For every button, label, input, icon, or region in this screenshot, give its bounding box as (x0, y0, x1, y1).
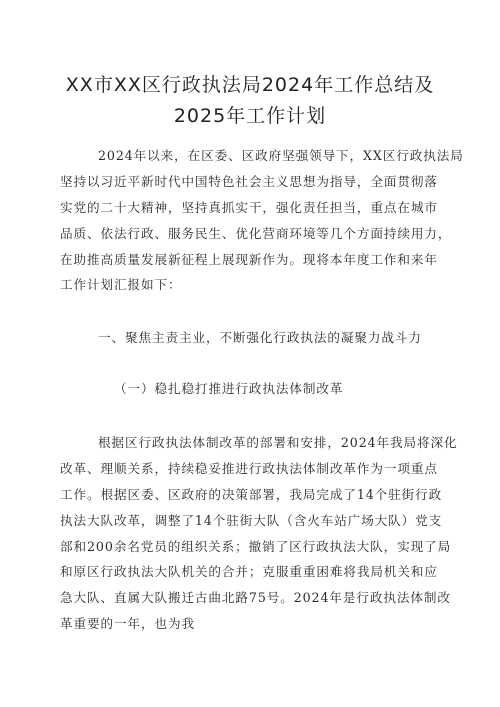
body-paragraph (60, 430, 458, 637)
body-line: 革重要的一年，也为我 (60, 616, 195, 632)
document-title-line-1: XX市XX区行政执法局2024年工作总结及 (65, 74, 435, 96)
body-line: 和原区行政执法大队机关的合并；克服重重困难将我局机关和应 (60, 564, 438, 580)
body-line: 执法大队改革，调整了14个驻街大队（含火车站广场大队）党支 (60, 512, 443, 528)
intro-line: 坚持以习近平新时代中国特色社会主义思想为指导，全面贯彻落 (60, 173, 438, 189)
intro-paragraph (60, 143, 464, 298)
intro-line: 品质、依法行政、服务民生、优化营商环境等几个方面持续用力， (60, 225, 452, 241)
body-line: 部和200余名党员的组织关系；撤销了区行政执法大队，实现了局 (60, 538, 452, 554)
subsection-heading: （一）稳扎稳打推进行政执法体制改革 (114, 381, 344, 396)
intro-line: 实党的二十大精神，坚持真抓实干，强化责任担当，重点在城市 (60, 199, 438, 215)
intro-line: 在助推高质量发展新征程上展现新作为。现将本年度工作和来年 (60, 251, 438, 267)
body-line: 急大队、直属大队搬迁古曲北路75号。2024年是行政执法体制改 (60, 590, 451, 606)
intro-line: 2024年以来，在区委、区政府坚强领导下，XX区行政执法局 (98, 148, 464, 163)
body-line: 改革、理顺关系，持续稳妥推进行政执法体制改革作为一项重点 (60, 460, 438, 476)
section-heading: 一、聚焦主责主业，不断强化行政执法的凝聚力战斗力 (98, 330, 422, 345)
body-line: 工作。根据区委、区政府的决策部署，我局完成了14个驻街行政 (60, 486, 443, 502)
intro-line: 工作计划汇报如下： (60, 277, 182, 293)
body-line: 根据区行政执法体制改革的部署和安排，2024年我局将深化 (98, 435, 458, 450)
document-title-line-2: 2025年工作计划 (173, 105, 327, 127)
